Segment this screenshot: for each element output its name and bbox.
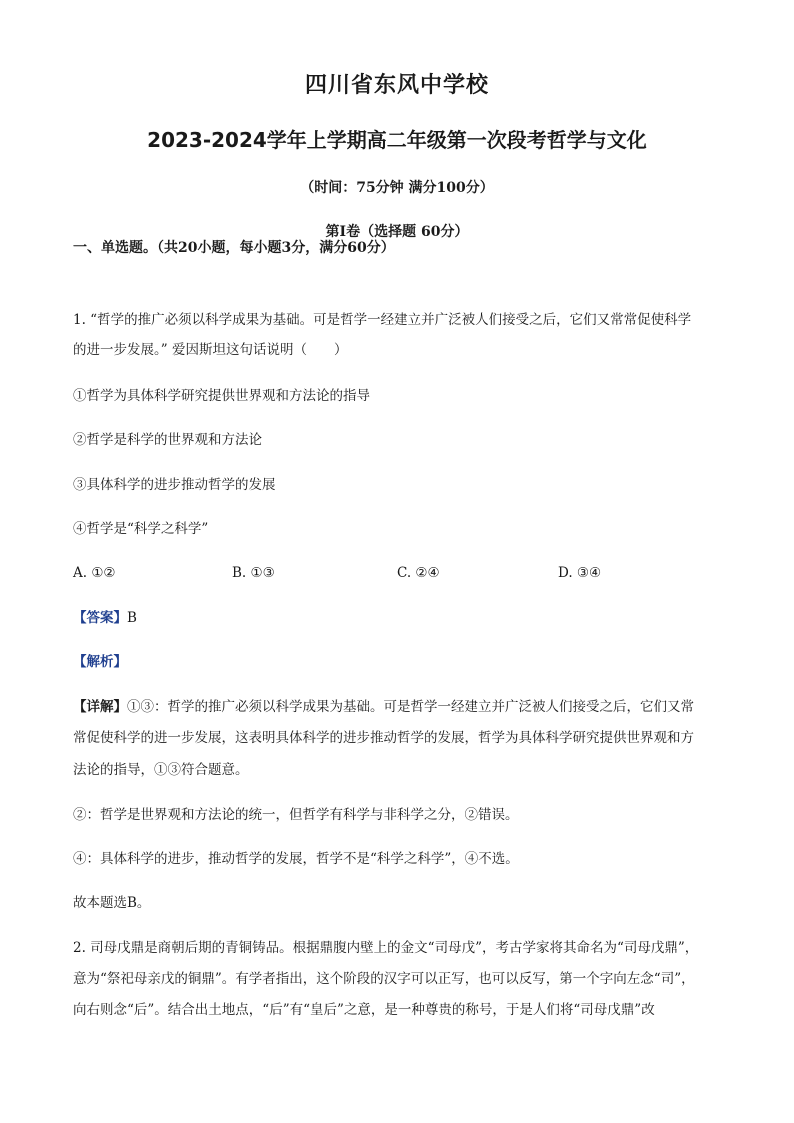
q1-detail-line-3: 法论的指导，①③符合题意。	[73, 762, 249, 778]
q2-line-1: 2. 司母戊鼎是商朝后期的青铜铸品。根据鼎腹内壁上的金文“司母戊”，考古学家将其命名为“司母戊鼎”，	[73, 940, 699, 956]
exam-title: 2023-2024学年上学期高二年级第一次段考哲学与文化	[147, 128, 647, 152]
answer-label: 【答案】	[73, 610, 127, 626]
detail-label: 【详解】	[73, 699, 127, 715]
q1-option-b: B. ①③	[232, 565, 275, 581]
q1-stem-line-1: 1. “哲学的推广必须以科学成果为基础。可是哲学一经建立并广泛被人们接受之后，它们又常常促使科学	[73, 312, 692, 328]
q2-line-3: 向右则念“后”。结合出土地点，“后”有“皇后”之意，是一种尊贵的称号，于是人们将“司母戊鼎”改	[73, 1002, 655, 1018]
q1-note-4: ④：具体科学的进步，推动哲学的发展，哲学不是“科学之科学”，④不选。	[73, 851, 519, 867]
detail-text-1: ①③：哲学的推广必须以科学成果为基础。可是哲学一经建立并广泛被人们接受之后，它们又常	[127, 699, 694, 715]
school-name: 四川省东风中学校	[304, 73, 489, 98]
q1-analysis	[73, 652, 723, 672]
q1-conclusion: 故本题选B。	[73, 895, 151, 911]
q1-option-c: C. ②④	[397, 565, 440, 581]
q1-option-a: A. ①②	[73, 565, 116, 581]
q1-answer	[73, 608, 723, 628]
q1-option-d: D. ③④	[558, 565, 602, 581]
q2-line-2: 意为“祭祀母亲戊的铜鼎”。有学者指出，这个阶段的汉字可以正写，也可以反写，第一个字向左念“司”，	[73, 971, 695, 987]
q1-stem-line-2: 的进一步发展。” 爱因斯坦这句话说明（ ）	[73, 342, 348, 358]
time-info: （时间：75分钟 满分100分）	[300, 180, 494, 196]
part-title: 第I卷（选择题 60分）	[325, 224, 469, 240]
analysis-label: 【解析】	[73, 654, 127, 670]
q1-statement-1: ①哲学为具体科学研究提供世界观和方法论的指导	[73, 388, 370, 404]
q1-detail-line-2: 常促使科学的进一步发展，这表明具体科学的进步推动哲学的发展，哲学为具体科学研究提供世界观和方	[73, 730, 694, 746]
q1-options	[73, 565, 723, 585]
section-title: 一、单选题。（共20小题，每小题3分，满分60分）	[73, 240, 395, 256]
q1-statement-4: ④哲学是“科学之科学”	[73, 521, 209, 537]
q1-note-2: ②：哲学是世界观和方法论的统一，但哲学有科学与非科学之分，②错误。	[73, 807, 519, 823]
q1-statement-3: ③具体科学的进步推动哲学的发展	[73, 477, 276, 493]
q1-statement-2: ②哲学是科学的世界观和方法论	[73, 432, 262, 448]
q1-detail-line-1	[73, 697, 723, 717]
answer-value: B	[127, 610, 137, 626]
